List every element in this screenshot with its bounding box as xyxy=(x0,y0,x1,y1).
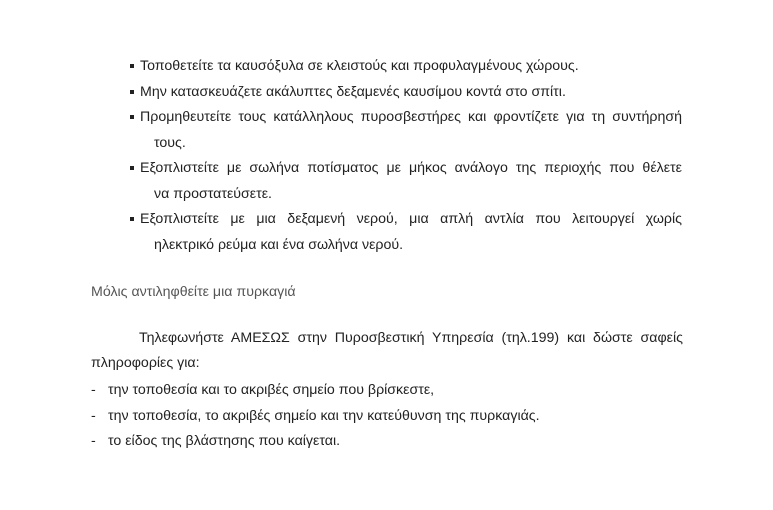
paragraph-line: Τηλεφωνήστε ΑΜΕΣΩΣ στην Πυροσβεστική Υπηρεσία (τηλ.199) και δώστε σαφείς xyxy=(139,330,683,346)
dash-marker: - xyxy=(91,433,96,449)
square-bullet-icon xyxy=(130,217,134,221)
bullet-item xyxy=(130,80,682,106)
bullet-item xyxy=(130,207,682,258)
square-bullet-icon xyxy=(130,90,134,94)
bullet-text-continued: ηλεκτρικό ρεύμα και ένα σωλήνα νερού. xyxy=(154,236,404,253)
bullet-text: Μην κατασκευάζετε ακάλυπτες δεξαμενές καυσίμου κοντά στο σπίτι. xyxy=(140,83,566,100)
dash-list xyxy=(91,378,540,455)
list-item xyxy=(91,404,540,430)
bullet-item xyxy=(130,105,682,156)
square-bullet-icon xyxy=(130,64,134,68)
list-item-text: την τοποθεσία και το ακριβές σημείο που βρίσκεστε, xyxy=(108,382,435,398)
dash-marker: - xyxy=(91,407,96,424)
bullet-text: Εξοπλιστείτε με μια δεξαμενή νερού, μια απλή αντλία που λειτουργεί χωρίς xyxy=(140,211,682,227)
square-bullet-icon xyxy=(130,115,134,119)
instruction-paragraph xyxy=(91,326,683,376)
bullet-text: Εξοπλιστείτε με σωλήνα ποτίσματος με μήκος ανάλογο της περιοχής που θέλετε xyxy=(140,160,682,176)
section-heading: Μόλις αντιληφθείτε μια πυρκαγιά xyxy=(91,284,296,300)
bullet-text: Τοποθετείτε τα καυσόξυλα σε κλειστούς και προφυλαγμένους χώρους. xyxy=(140,58,579,74)
list-item-text: το είδος της βλάστησης που καίγεται. xyxy=(108,433,341,449)
dash-marker: - xyxy=(91,382,96,398)
square-bullet-icon xyxy=(130,166,134,170)
bullet-text-continued: τους. xyxy=(154,134,186,151)
list-item xyxy=(91,378,540,404)
bullet-text-continued: να προστατεύσετε. xyxy=(154,185,272,202)
bullet-text: Προμηθευτείτε τους κατάλληλους πυροσβεστήρες και φροντίζετε για τη συντήρησή xyxy=(140,109,682,125)
paragraph-line: πληροφορίες για: xyxy=(91,355,200,371)
list-item-text: την τοποθεσία, το ακριβές σημείο και την κατεύθυνση της πυρκαγιάς. xyxy=(108,407,540,424)
bullet-item xyxy=(130,54,682,80)
bullet-item xyxy=(130,156,682,207)
bullet-list xyxy=(130,54,682,258)
list-item xyxy=(91,429,540,455)
